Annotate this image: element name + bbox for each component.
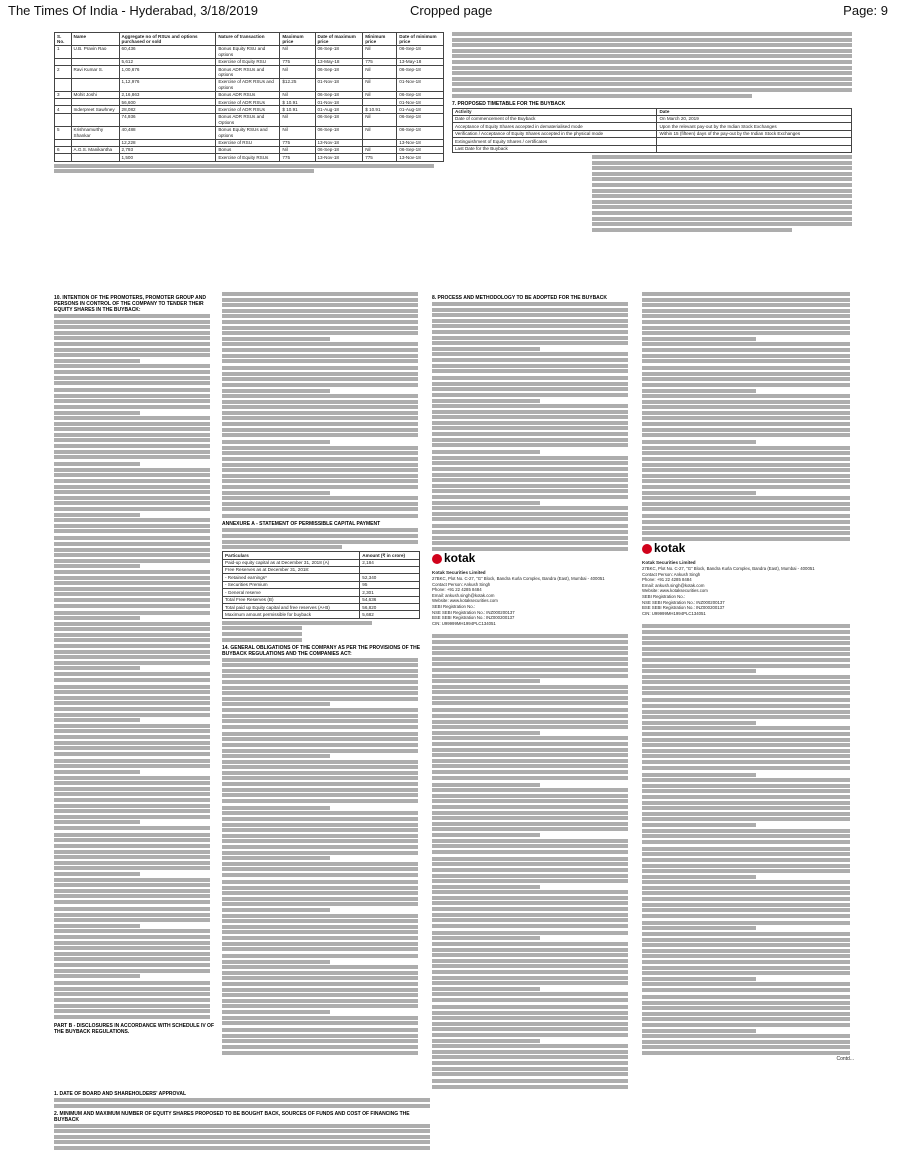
section-8-heading: 8. PROCESS AND METHODOLOGY TO BE ADOPTED FOR THE BUYBACK: [432, 295, 608, 301]
holdings-row: [55, 106, 444, 113]
broker-details: Kotak Securities Limited 27BKC, Plot No. C-27, "G" Block, Bandra Kurla Complex, Bandra (East), Mumbai - 400051 Contact Person: Ankush Singh Phone: +91 22 4285 8484 Email: ankush.singh@kotak.com Website: www.kotaksecurities.com SEBI Registration No.: NSE SEBI Registration No.: INZ000200137 BSE SEBI Registration No.: INZ000200137 CIN: U99999MH1994PLC134051: [432, 570, 605, 626]
holdings-cell: Bonus ADR RSUs: [216, 91, 280, 98]
holdings-cell: [55, 99, 72, 106]
holdings-table: [54, 32, 444, 162]
holdings-cell: 74,936: [119, 113, 216, 126]
holdings-cell: Mohit Joshi: [71, 91, 119, 98]
section-14-heading: 14. GENERAL OBLIGATIONS OF THE COMPANY AS PER THE PROVISIONS OF THE BUYBACK REGULATIONS AND THE COMPANIES ACT:: [222, 644, 421, 657]
holdings-cell: 56,600: [119, 99, 216, 106]
capital-row: [223, 611, 420, 618]
timetable-row: [453, 123, 852, 130]
holdings-cell: $12.25: [280, 78, 315, 91]
capital-row: [223, 574, 420, 581]
holdings-header: S. No.: [55, 33, 72, 46]
timetable-cell: Within 15 (fifteen) days of the pay-out by the Indian Stock Exchanges: [657, 130, 852, 137]
holdings-cell: 13-May-18: [315, 58, 363, 65]
holdings-cell: Bonus: [216, 146, 280, 153]
holdings-cell: 1: [55, 45, 72, 58]
column-2: [222, 292, 422, 1056]
section-10-heading: 10. INTENTION OF THE PROMOTERS, PROMOTER GROUP AND PERSONS IN CONTROL OF THE COMPANY TO TENDER THEIR EQUITY SHARES IN THE BUYBACK:: [54, 295, 206, 313]
holdings-cell: Bonus Equity RSU and options: [216, 45, 280, 58]
holdings-cell: Nil: [363, 113, 397, 126]
holdings-row: [55, 113, 444, 126]
holdings-cell: Exercise of Equity RSU: [216, 58, 280, 65]
holdings-cell: 775: [280, 58, 315, 65]
holdings-cell: Nil: [280, 146, 315, 153]
holdings-cell: 775: [280, 154, 315, 161]
holdings-cell: [363, 99, 397, 106]
page-number: Page: 9: [843, 3, 888, 18]
timetable-row: [453, 115, 852, 122]
holdings-cell: [363, 139, 397, 146]
holdings-cell: 06-Sep-18: [315, 126, 363, 139]
holdings-cell: 01-Aug-18: [315, 106, 363, 113]
holdings-cell: 12,228: [119, 139, 216, 146]
part-b-heading: PART B - DISCLOSURES IN ACCORDANCE WITH SCHEDULE IV OF THE BUYBACK REGULATIONS.: [54, 1022, 215, 1035]
holdings-cell: Nil: [280, 113, 315, 126]
holdings-cell: 2,16,863: [119, 91, 216, 98]
holdings-cell: Exercise of RSU: [216, 139, 280, 146]
holdings-row: [55, 91, 444, 98]
capital-cell: 2,301: [360, 589, 420, 596]
broker-box: [432, 552, 632, 634]
timetable-row: [453, 130, 852, 137]
holdings-cell: 2,793: [119, 146, 216, 153]
holdings-cell: 06-Sep-18: [315, 66, 363, 79]
holdings-cell: 1,500: [119, 154, 216, 161]
kotak-logo-icon: [432, 554, 442, 564]
holdings-cell: [71, 78, 119, 91]
timetable-row: [453, 138, 852, 145]
holdings-cell: 06-Sep-18: [397, 91, 444, 98]
holdings-header: Name: [71, 33, 119, 46]
holdings-cell: 1,00,676: [119, 66, 216, 79]
timetable-header: Date: [657, 108, 852, 115]
capital-header: Particulars: [223, 552, 360, 559]
holdings-cell: $ 10.91: [280, 99, 315, 106]
holdings-cell: 01-Nov-18: [397, 78, 444, 91]
holdings-cell: Krishnamurthy Shankar: [71, 126, 119, 139]
holdings-cell: 28,082: [119, 106, 216, 113]
holdings-cell: Nil: [363, 78, 397, 91]
timetable-header: Activity: [453, 108, 657, 115]
crop-label: Cropped page: [410, 3, 493, 18]
capital-row: [223, 559, 420, 566]
capital-row: [223, 581, 420, 588]
holdings-header: Nature of transaction: [216, 33, 280, 46]
holdings-cell: 06-Sep-18: [315, 113, 363, 126]
holdings-cell: 01-Aug-18: [397, 106, 444, 113]
column-4: [642, 292, 854, 1062]
holdings-row: [55, 78, 444, 91]
capital-cell: 56,820: [360, 604, 420, 611]
print-header: [0, 0, 900, 22]
holdings-cell: 775: [280, 139, 315, 146]
holdings-cell: [71, 154, 119, 161]
holdings-cell: Exercise of ADR RSUs: [216, 106, 280, 113]
capital-cell: Total paid up Equity capital and free reserves (A+B): [223, 604, 360, 611]
holdings-row: [55, 99, 444, 106]
timetable-row: [453, 145, 852, 152]
holdings-cell: [55, 154, 72, 161]
kotak-logo-icon-2: [642, 544, 652, 554]
holdings-cell: 06-Sep-18: [397, 146, 444, 153]
holdings-cell: 06-Sep-18: [397, 66, 444, 79]
holdings-header: Maximum price: [280, 33, 315, 46]
holdings-cell: 13-May-18: [397, 58, 444, 65]
capital-cell: [360, 566, 420, 573]
holdings-cell: Nil: [363, 126, 397, 139]
holdings-cell: 5,612: [119, 58, 216, 65]
holdings-header: Aggregate no of RSUs and options purchased or sold: [119, 33, 216, 46]
contd-label: Contd...: [836, 1055, 854, 1062]
holdings-cell: 06-Sep-18: [397, 126, 444, 139]
column-3: [432, 292, 632, 1090]
holdings-cell: Nil: [280, 91, 315, 98]
holdings-cell: 06-Sep-18: [315, 45, 363, 58]
holdings-row: [55, 146, 444, 153]
holdings-cell: 06-Sep-18: [315, 91, 363, 98]
holdings-header: Minimum price: [363, 33, 397, 46]
broker-details-2: Kotak Securities Limited 27BKC, Plot No. C-27, "G" Block, Bandra Kurla Complex, Bandra (East), Mumbai - 400051 Contact Person: Ankush Singh Phone: +91 22 4285 8484 Email: ankush.singh@kotak.com Website: www.kotaksecurities.com SEBI Registration No.: NSE SEBI Registration No.: INZ000200137 BSE SEBI Registration No.: INZ000200137 CIN: U99999MH1994PLC134051: [642, 560, 815, 616]
capital-cell: - Retained earnings*: [223, 574, 360, 581]
capital-cell: 5,682: [360, 611, 420, 618]
holdings-cell: 4: [55, 106, 72, 113]
timetable-cell: Verification / Acceptance of Equity Shares accepted in the physical mode: [453, 130, 657, 137]
timetable-table: [452, 108, 852, 153]
holdings-cell: 01-Nov-18: [315, 99, 363, 106]
timetable-cell: Extinguishment of Equity Shares / certificates: [453, 138, 657, 145]
holdings-cell: 60,436: [119, 45, 216, 58]
holdings-cell: [55, 113, 72, 126]
holdings-cell: 06-Sep-18: [397, 45, 444, 58]
holdings-cell: Bonus ADR RSUs and Options: [216, 113, 280, 126]
holdings-cell: 01-Nov-18: [315, 78, 363, 91]
holdings-row: [55, 154, 444, 161]
holdings-cell: 06-Sep-18: [315, 146, 363, 153]
holdings-cell: [71, 139, 119, 146]
capital-cell: 2,184: [360, 559, 420, 566]
holdings-cell: 775: [363, 154, 397, 161]
holdings-cell: 13-Nov-18: [397, 139, 444, 146]
capital-payment-table: [222, 551, 420, 619]
capital-cell: 54,636: [360, 596, 420, 603]
capital-row: [223, 596, 420, 603]
holdings-cell: Nil: [280, 66, 315, 79]
capital-cell: 52,340: [360, 574, 420, 581]
holdings-cell: [71, 113, 119, 126]
holdings-cell: 6: [55, 146, 72, 153]
holdings-cell: Nil: [363, 91, 397, 98]
holdings-cell: Exercise of ADR RSUs: [216, 99, 280, 106]
newspaper-page: [52, 30, 858, 1158]
holdings-cell: U.B. Pravin Rao: [71, 45, 119, 58]
part-b-1-heading: 1. DATE OF BOARD AND SHAREHOLDERS' APPROVAL: [54, 1091, 187, 1097]
holdings-cell: 40,488: [119, 126, 216, 139]
capital-cell: 95: [360, 581, 420, 588]
part-b-2-heading: 2. MINIMUM AND MAXIMUM NUMBER OF EQUITY SHARES PROPOSED TO BE BOUGHT BACK, SOURCES OF FUNDS AND COST OF FINANCING THE BUYBACK: [54, 1110, 410, 1123]
holdings-cell: Exercise of ADR RSUs and options: [216, 78, 280, 91]
holdings-header: Date of maximum price: [315, 33, 363, 46]
holdings-table-block: [54, 32, 444, 175]
timetable-cell: [657, 138, 852, 145]
capital-row: [223, 589, 420, 596]
holdings-cell: [55, 139, 72, 146]
timetable-cell: Acceptance of Equity Shares accepted in dematerialised mode: [453, 123, 657, 130]
capital-cell: Maximum amount permissible for buyback: [223, 611, 360, 618]
holdings-row: [55, 126, 444, 139]
capital-header: Amount (₹ in crore): [360, 552, 420, 559]
holdings-cell: Nil: [280, 126, 315, 139]
capital-cell: Paid-up equity capital as at December 31, 2018 (A): [223, 559, 360, 566]
holdings-cell: A.G.S. Manikantha: [71, 146, 119, 153]
annexure-heading: ANNEXURE A - STATEMENT OF PERMISSIBLE CAPITAL PAYMENT: [222, 521, 381, 528]
holdings-cell: 06-Sep-18: [397, 113, 444, 126]
holdings-row: [55, 58, 444, 65]
holdings-cell: Nil: [363, 146, 397, 153]
timetable-cell: Last Date for the Buyback: [453, 145, 657, 152]
column-1: [54, 292, 214, 1036]
holdings-cell: $ 10.91: [280, 106, 315, 113]
holdings-cell: [71, 58, 119, 65]
holdings-row: [55, 139, 444, 146]
top-right-block: [452, 32, 856, 233]
holdings-cell: 3: [55, 91, 72, 98]
timetable-cell: Upon the relevant pay-out by the Indian Stock Exchanges: [657, 123, 852, 130]
holdings-row: [55, 66, 444, 79]
capital-cell: Total Free Reserves (B): [223, 596, 360, 603]
holdings-cell: [55, 78, 72, 91]
holdings-header: Date of minimum price: [397, 33, 444, 46]
holdings-cell: Exercise of Equity RSUs: [216, 154, 280, 161]
holdings-cell: 2: [55, 66, 72, 79]
holdings-cell: Bonus ADR RSUs and options: [216, 66, 280, 79]
holdings-cell: 13-Nov-18: [397, 154, 444, 161]
timetable-heading: 7. PROPOSED TIMETABLE FOR THE BUYBACK: [452, 100, 566, 107]
holdings-cell: 1,12,976: [119, 78, 216, 91]
holdings-cell: 5: [55, 126, 72, 139]
holdings-row: [55, 45, 444, 58]
holdings-cell: [71, 99, 119, 106]
kotak-logo: kotak: [432, 554, 475, 564]
kotak-logo-2: kotak: [642, 544, 685, 554]
holdings-cell: Nil: [280, 45, 315, 58]
holdings-cell: $ 10.91: [363, 106, 397, 113]
capital-cell: - General reserve: [223, 589, 360, 596]
timetable-cell: Date of commencement of the Buyback: [453, 115, 657, 122]
capital-row: [223, 566, 420, 573]
capital-cell: Free Reserves as at December 31, 2018:: [223, 566, 360, 573]
part-b-block: [54, 1088, 434, 1152]
timetable-cell: On March 20, 2019: [657, 115, 852, 122]
holdings-cell: 775: [363, 58, 397, 65]
holdings-cell: 13-Nov-18: [315, 139, 363, 146]
broker-box-2: [642, 542, 854, 624]
holdings-cell: [55, 58, 72, 65]
timetable-cell: [657, 145, 852, 152]
holdings-cell: 01-Nov-18: [397, 99, 444, 106]
holdings-cell: Inderpreet Sawhney: [71, 106, 119, 113]
holdings-cell: Nil: [363, 66, 397, 79]
holdings-cell: Bonus Equity RSUs and options: [216, 126, 280, 139]
holdings-cell: 13-Nov-18: [315, 154, 363, 161]
capital-cell: - Securities Premium: [223, 581, 360, 588]
publication-title: The Times Of India - Hyderabad, 3/18/2019: [8, 3, 259, 18]
holdings-cell: Ravi Kumar S.: [71, 66, 119, 79]
capital-row: [223, 604, 420, 611]
holdings-cell: Nil: [363, 45, 397, 58]
